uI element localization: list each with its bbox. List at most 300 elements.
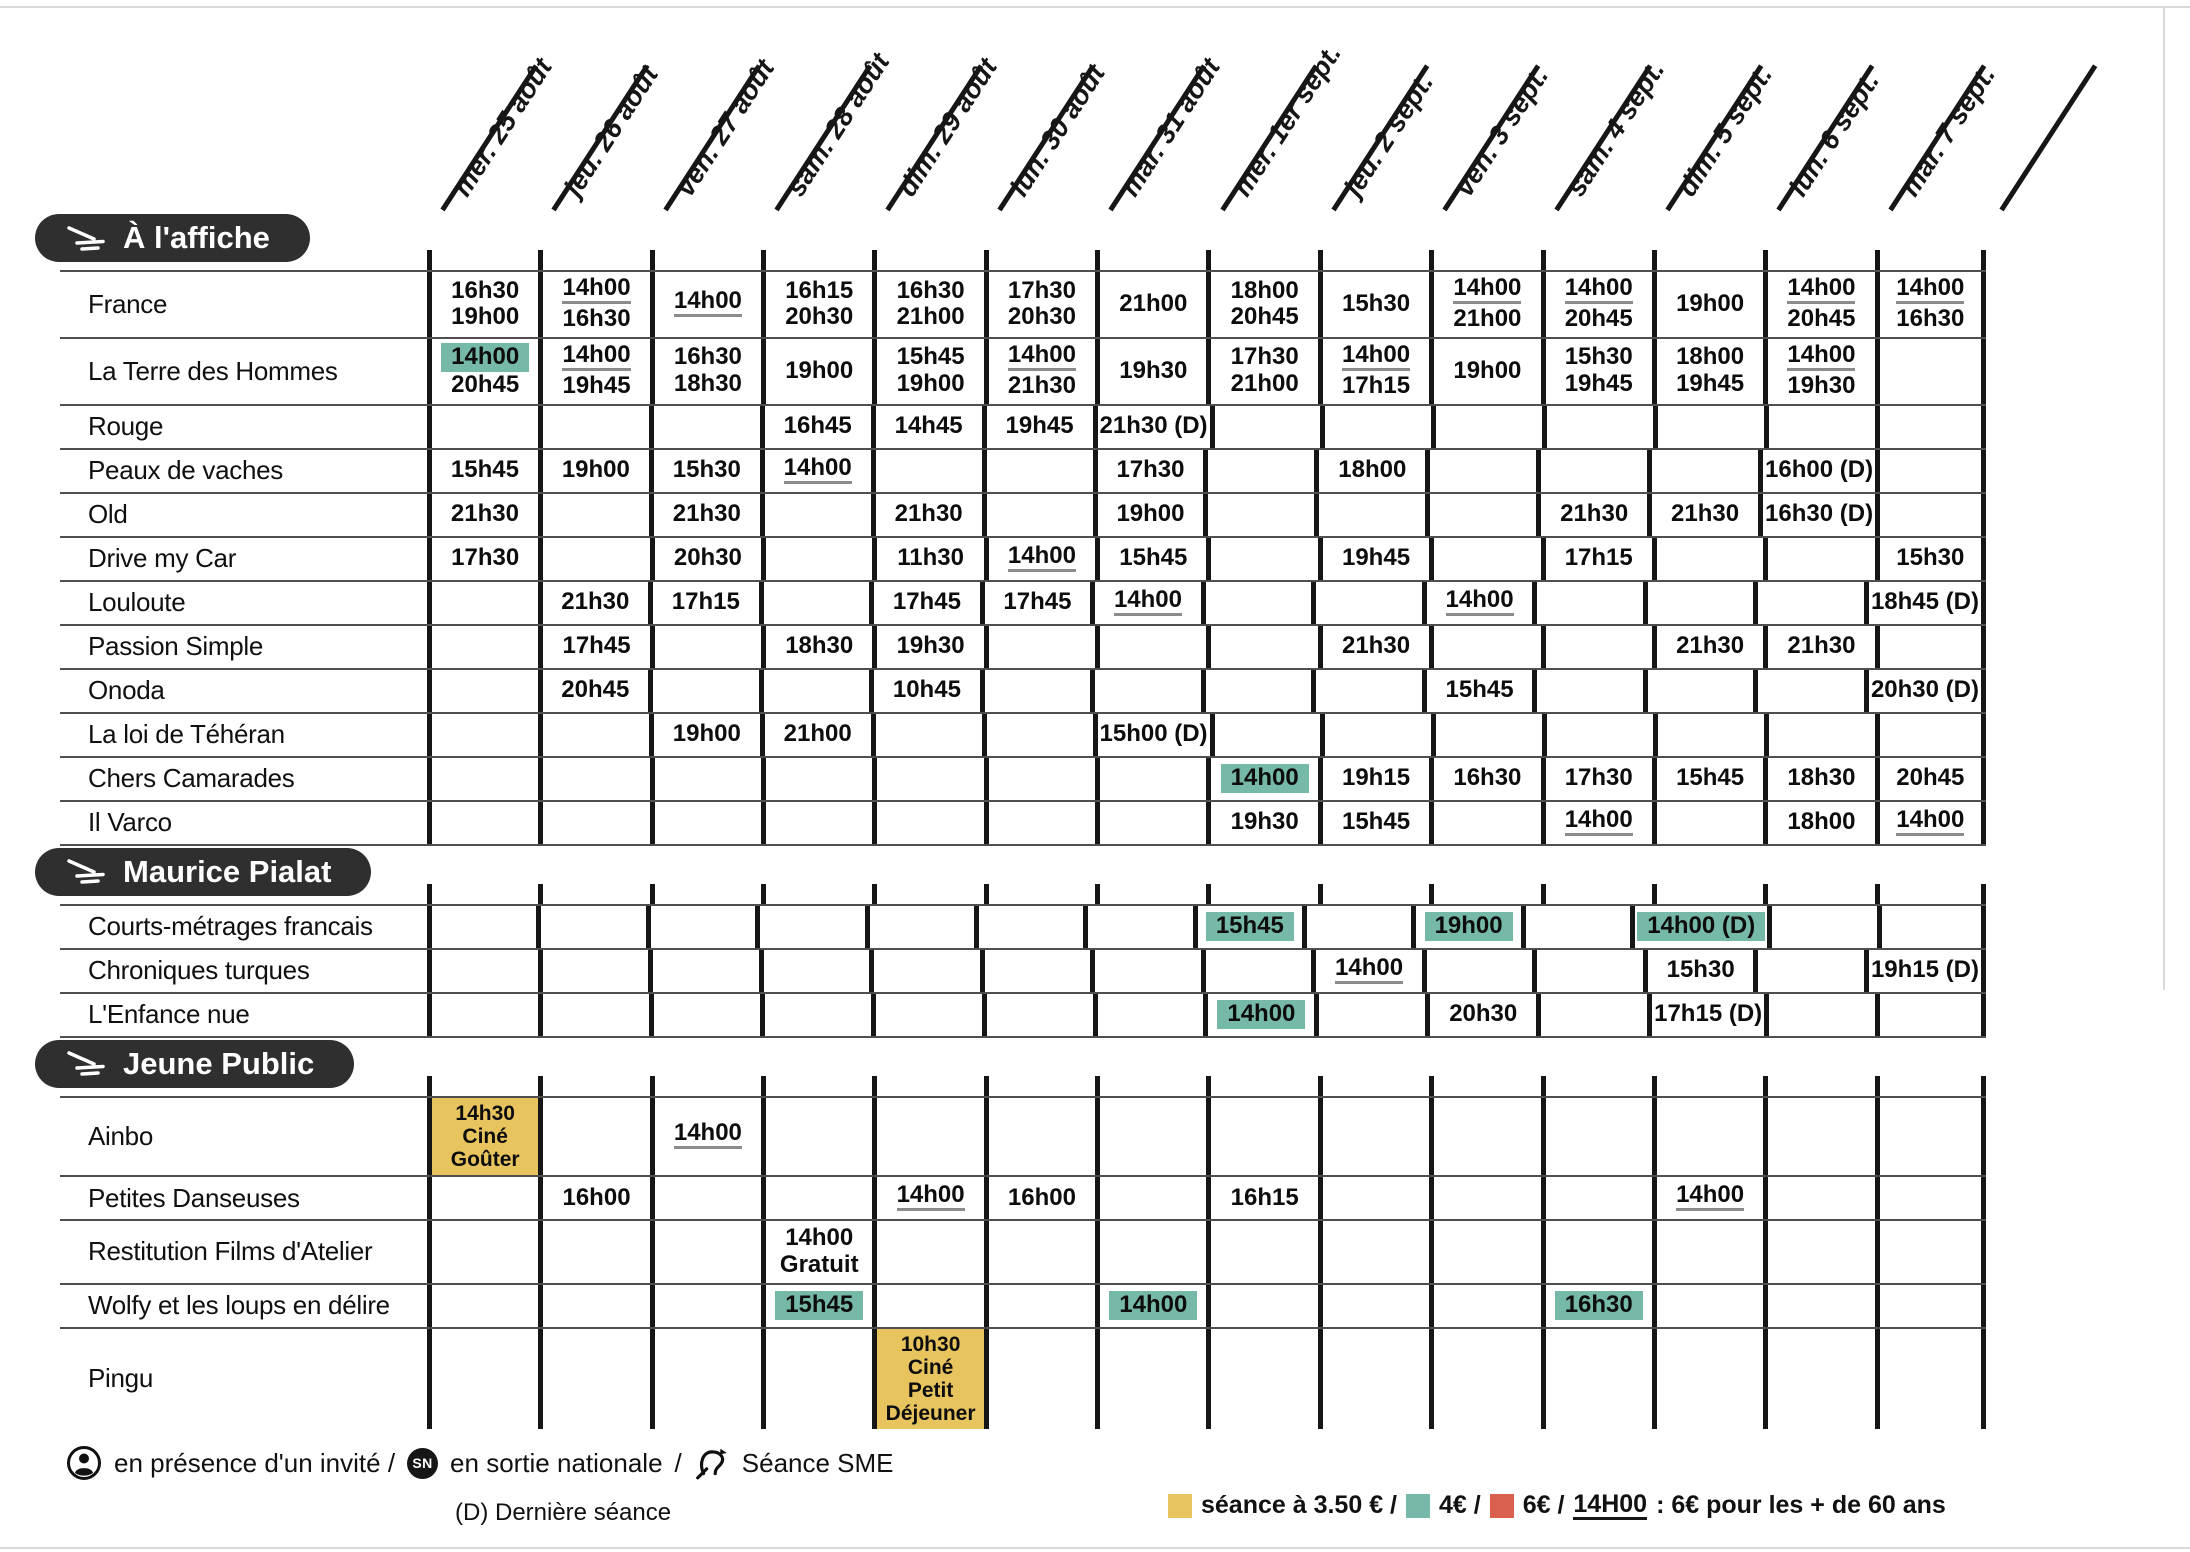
date-label: lun. 6 sept. <box>1783 66 1886 202</box>
schedule-cell <box>984 1177 1095 1219</box>
schedule-cell <box>427 450 538 492</box>
showtime: 14h00 <box>1453 276 1521 304</box>
showtime: 20h45 <box>561 676 630 704</box>
showtime: 14h00 <box>1787 276 1855 304</box>
column-line-stub <box>1206 250 1317 270</box>
schedule-cell <box>646 906 755 948</box>
showtime: 14h00 <box>1008 343 1076 371</box>
red-price-swatch <box>1490 1494 1514 1518</box>
schedule-cell <box>984 626 1095 668</box>
schedule-cell <box>1429 538 1540 580</box>
schedule-cell <box>761 626 872 668</box>
schedule-cell <box>1095 802 1206 844</box>
schedule-cell <box>1429 1221 1540 1283</box>
schedule-section <box>60 1038 1986 1429</box>
showtime: 16h30 <box>1896 305 1965 332</box>
schedule-cell <box>1753 670 1864 712</box>
schedule-cell <box>538 626 649 668</box>
showtime: 17h15 <box>1341 371 1411 399</box>
showtime: 14h00 (D) <box>1637 912 1765 941</box>
schedule-cell <box>1302 906 1411 948</box>
showtime: 14h00 <box>674 289 742 317</box>
schedule-cell <box>1411 906 1520 948</box>
schedule-cell <box>650 1098 761 1175</box>
showtime: 15h45 <box>450 456 519 484</box>
section-pill <box>35 848 371 896</box>
column-line-stub <box>761 884 872 904</box>
schedule-cell <box>538 758 649 800</box>
section-title: Maurice Pialat <box>123 853 332 889</box>
schedule-cell <box>1425 494 1536 536</box>
schedule-cell <box>1210 714 1321 756</box>
column-line-stub <box>1541 250 1652 270</box>
legend-separator: / <box>674 1447 682 1478</box>
film-title: Ainbo <box>88 1120 153 1151</box>
schedule-cell <box>1206 626 1317 668</box>
schedule-cell <box>869 950 980 992</box>
schedule-cell <box>1875 450 1986 492</box>
schedule-cell <box>427 582 538 624</box>
date-label: dim. 29 août <box>892 52 1004 202</box>
schedule-cell <box>1758 450 1875 492</box>
column-line-stub <box>1763 884 1874 904</box>
schedule-cell <box>1536 494 1647 536</box>
showtime: 19h30 <box>1787 371 1856 399</box>
showtime: 15h45 <box>1119 544 1188 572</box>
schedule-cell <box>759 950 870 992</box>
showtime: 16h45 <box>783 412 852 440</box>
schedule-cell <box>648 670 759 712</box>
schedule-cell <box>1095 1285 1206 1327</box>
showtime: 19h45 <box>1341 544 1411 572</box>
schedule-cell <box>1090 670 1201 712</box>
schedule-cell <box>984 272 1095 337</box>
showtime: 17h30 <box>1230 343 1299 371</box>
showtime: 17h45 <box>1003 588 1072 616</box>
schedule-cell <box>1206 1098 1317 1175</box>
price-legend <box>1168 1491 1946 1520</box>
column-line-stub <box>872 884 983 904</box>
showtime: 18h30 <box>673 370 742 398</box>
schedule-cell <box>427 1285 538 1327</box>
schedule-cell <box>872 758 983 800</box>
schedule-cell <box>1318 272 1429 337</box>
showtime: Petit <box>907 1378 954 1402</box>
schedule-cell <box>1643 582 1754 624</box>
column-line-stub <box>1763 1076 1874 1096</box>
schedule-cell <box>1318 758 1429 800</box>
schedule-cell <box>427 626 538 668</box>
showtime: 18h30 <box>785 632 854 660</box>
schedule-cell <box>1541 1098 1652 1175</box>
film-title: Drive my Car <box>88 543 237 574</box>
showtime: 21h30 <box>1787 632 1856 660</box>
schedule-cell <box>1875 272 1986 337</box>
column-line-stub <box>1541 1076 1652 1096</box>
showtime: 16h15 <box>1230 1183 1299 1211</box>
schedule-cell <box>1541 802 1652 844</box>
schedule-cell <box>649 494 760 536</box>
showtime: 19h00 <box>896 370 965 398</box>
column-line-stub <box>1541 884 1652 904</box>
schedule-cell <box>1653 406 1764 448</box>
schedule-cell <box>1095 626 1206 668</box>
schedule-cell <box>650 1221 761 1283</box>
column-line-stub <box>1206 1076 1317 1096</box>
showtime: 21h30 <box>672 500 741 528</box>
schedule-cell <box>538 994 649 1036</box>
showtime: 21h00 <box>896 303 965 331</box>
schedule-cell <box>1206 339 1317 404</box>
column-line-stub <box>1318 884 1429 904</box>
showtime: 20h45 <box>1230 303 1299 331</box>
schedule-cell <box>538 406 649 448</box>
date-label: jeu. 26 août <box>558 60 665 202</box>
film-title: La Terre des Hommes <box>88 355 338 386</box>
date-label: mer. 25 août <box>447 52 558 202</box>
schedule-cell <box>871 406 982 448</box>
schedule-cell <box>980 950 1091 992</box>
schedule-cell <box>1875 1221 1986 1283</box>
schedule-cell <box>760 714 871 756</box>
schedule-cell <box>1630 906 1767 948</box>
schedule-cell <box>1095 758 1206 800</box>
schedule-cell <box>1206 1285 1317 1327</box>
showtime: 14h00 <box>1342 343 1410 371</box>
showtime: 15h30 <box>1341 290 1411 317</box>
schedule-cell <box>1875 994 1986 1036</box>
showtime: 21h30 <box>561 588 630 616</box>
schedule-cell <box>1652 626 1763 668</box>
column-line-stub <box>427 884 538 904</box>
schedule-cell <box>1095 538 1206 580</box>
film-title: Rouge <box>88 411 164 442</box>
showtime: 15h00 (D) <box>1099 720 1208 748</box>
schedule-cell <box>1320 406 1431 448</box>
showtime: 11h30 <box>897 544 964 572</box>
schedule-cell <box>1652 758 1763 800</box>
schedule-cell <box>980 670 1091 712</box>
schedule-cell <box>1201 582 1312 624</box>
column-line-stub <box>761 250 872 270</box>
date-slash <box>1999 64 2097 211</box>
schedule-cell <box>649 406 760 448</box>
schedule-cell <box>650 626 761 668</box>
schedule-cell <box>1429 1177 1540 1219</box>
showtime: 21h30 <box>1676 632 1745 660</box>
schedule-cell <box>650 1285 761 1327</box>
showtime: 21h30 (D) <box>1099 412 1208 440</box>
schedule-cell <box>1095 1221 1206 1283</box>
schedule-cell <box>1875 494 1986 536</box>
column-line-stub <box>650 884 761 904</box>
schedule-cell <box>649 714 760 756</box>
schedule-cell <box>761 538 872 580</box>
schedule-cell <box>984 758 1095 800</box>
showtime: 15h45 <box>775 1291 863 1320</box>
film-title: Old <box>88 499 128 530</box>
showtime: 19h45 <box>1005 412 1074 440</box>
section-title: Jeune Public <box>123 1045 315 1081</box>
schedule-cell <box>1311 582 1422 624</box>
schedule-cell <box>761 272 872 337</box>
showtime: 20h45 <box>1787 305 1856 332</box>
schedule-cell <box>1763 626 1874 668</box>
schedule-cell <box>1763 339 1874 404</box>
schedule-cell <box>1311 670 1422 712</box>
schedule-cell <box>1532 582 1643 624</box>
schedule-cell <box>1093 494 1204 536</box>
schedule-cell <box>1314 994 1425 1036</box>
schedule-cell <box>1095 272 1206 337</box>
showtime: 21h30 <box>1341 632 1411 660</box>
schedule-cell <box>538 538 649 580</box>
showtime: 15h30 <box>1564 343 1633 371</box>
schedule-cell <box>761 339 872 404</box>
teal-price-swatch <box>1406 1494 1430 1518</box>
column-line-stub <box>984 250 1095 270</box>
schedule-cell <box>761 1177 872 1219</box>
schedule-cell <box>1542 714 1653 756</box>
schedule-cell <box>1875 714 1986 756</box>
showtime: 14h00 <box>562 276 630 304</box>
section-pill-icon <box>65 858 107 885</box>
schedule-cell <box>1318 802 1429 844</box>
showtime: 17h15 <box>1564 544 1633 572</box>
schedule-cell <box>1083 906 1192 948</box>
schedule-cell <box>1521 906 1630 948</box>
date-label: lun. 30 août <box>1003 59 1111 202</box>
showtime: 19h15 (D) <box>1870 956 1979 984</box>
film-row <box>60 450 1986 494</box>
showtime: 16h00 <box>1007 1183 1076 1211</box>
showtime: 15h30 <box>1896 544 1965 572</box>
schedule-cell <box>650 1329 761 1429</box>
date-label: dim. 5 sept. <box>1671 60 1778 202</box>
schedule-cell <box>538 450 649 492</box>
film-title: Onoda <box>88 675 165 706</box>
showtime: 15h45 <box>1445 676 1514 704</box>
sn-badge-icon: SN <box>407 1448 438 1479</box>
schedule-cell <box>760 494 871 536</box>
showtime: 14h00 <box>1565 276 1633 304</box>
film-row <box>60 994 1986 1038</box>
showtime: 19h45 <box>1676 370 1745 398</box>
schedule-cell <box>1875 626 1986 668</box>
schedule-cell <box>984 1329 1095 1429</box>
film-row <box>60 1285 1986 1329</box>
senior-time-label: 14H00 <box>1573 1489 1648 1518</box>
showtime: 17h30 <box>451 544 520 572</box>
showtime: 14h00 <box>1896 808 1964 836</box>
film-row <box>60 1329 1986 1429</box>
schedule-cell <box>1532 950 1643 992</box>
schedule-cell <box>538 1329 649 1429</box>
schedule-cell <box>538 714 649 756</box>
film-title: Wolfy et les loups en délire <box>88 1290 390 1321</box>
schedule-cell <box>649 994 760 1036</box>
schedule-cell <box>1764 406 1875 448</box>
schedule-cell <box>759 582 870 624</box>
date-header <box>60 0 2001 212</box>
column-line-stub <box>1318 1076 1429 1096</box>
date-label: ven. 3 sept. <box>1449 61 1555 202</box>
film-title: Passion Simple <box>88 631 263 662</box>
derniere-seance-note: (D) Dernière séance <box>455 1499 672 1527</box>
film-row <box>60 1221 1986 1285</box>
showtime: 19h00 <box>561 456 630 484</box>
showtime: 14h00 <box>1114 588 1182 616</box>
showtime: Ciné <box>907 1355 954 1379</box>
showtime: 16h30 (D) <box>1765 500 1874 528</box>
schedule-cell <box>982 450 1093 492</box>
showtime: 17h45 <box>562 632 631 660</box>
column-line-stub <box>1095 884 1206 904</box>
schedule-cell <box>427 1221 538 1283</box>
schedule-cell <box>1318 1285 1429 1327</box>
schedule-cell <box>1318 538 1429 580</box>
sme-legend-label: Séance SME <box>741 1447 894 1478</box>
schedule-cell <box>1093 406 1210 448</box>
senior-price-label: : 6€ pour les + de 60 ans <box>1656 1491 1946 1520</box>
showtime: 17h15 (D) <box>1654 1000 1763 1028</box>
schedule-cell <box>1090 950 1201 992</box>
showtime: 18h00 <box>1230 276 1299 304</box>
schedule-cell <box>1320 714 1431 756</box>
schedule-cell <box>1422 950 1533 992</box>
schedule-cell <box>982 494 1093 536</box>
showtime: 16h30 <box>1555 1291 1643 1320</box>
showtime: 19h30 <box>1119 356 1188 384</box>
schedule-cell <box>427 802 538 844</box>
schedule-cell <box>1318 339 1429 404</box>
showtime: 21h00 <box>1119 290 1188 317</box>
showtime: 14h00 <box>1565 808 1633 836</box>
showtime: 21h00 <box>1453 305 1522 332</box>
schedule-cell <box>1652 1221 1763 1283</box>
schedule-cell <box>1206 1329 1317 1429</box>
film-title: Restitution Films d'Atelier <box>88 1236 373 1267</box>
column-line-stub <box>1318 250 1429 270</box>
showtime: 14h00 <box>1217 1000 1305 1029</box>
column-line-stub <box>538 250 649 270</box>
column-line-stub <box>1095 1076 1206 1096</box>
film-title: France <box>88 288 168 319</box>
schedule-cell <box>1210 406 1321 448</box>
showtime: 18h45 (D) <box>1870 588 1979 616</box>
guest-legend-label: en présence d'un invité / <box>114 1447 396 1478</box>
schedule-cell <box>538 272 649 337</box>
schedule-cell <box>427 758 538 800</box>
schedule-cell <box>1763 538 1874 580</box>
schedule-cell <box>538 670 649 712</box>
showtime: 16h30 <box>451 276 520 304</box>
schedule-cell <box>1429 626 1540 668</box>
schedule-cell <box>1203 450 1314 492</box>
schedule-cell <box>1875 339 1986 404</box>
column-line-stub <box>761 1076 872 1096</box>
schedule-cell <box>761 1221 872 1283</box>
film-row <box>60 1098 1986 1177</box>
schedule-cell <box>872 538 983 580</box>
column-line-stub <box>538 1076 649 1096</box>
schedule-cell <box>1875 1177 1986 1219</box>
showtime: 15h45 <box>896 343 965 371</box>
yellow-price-swatch <box>1168 1494 1192 1518</box>
schedule-cell <box>1652 1285 1763 1327</box>
schedule-cell <box>982 714 1093 756</box>
schedule-cell <box>1767 906 1876 948</box>
schedule-cell <box>984 1098 1095 1175</box>
schedule-cell <box>1090 582 1201 624</box>
schedule-cell <box>538 802 649 844</box>
schedule-cell <box>1532 670 1643 712</box>
column-line-stub <box>984 1076 1095 1096</box>
showtime: 21h00 <box>783 720 852 748</box>
schedule-cell <box>872 1221 983 1283</box>
showtime: 20h30 <box>785 303 854 331</box>
schedule-cell <box>872 339 983 404</box>
showtime: Ciné <box>462 1124 508 1148</box>
showtime: 14h45 <box>894 412 963 440</box>
showtime: 19h00 <box>672 720 741 748</box>
showtime: 14h00 <box>1109 1291 1197 1320</box>
film-title: Petites Danseuses <box>88 1182 300 1213</box>
showtime: 20h45 <box>1896 764 1965 792</box>
schedule-cell <box>427 538 538 580</box>
schedule-cell <box>538 950 649 992</box>
schedule-cell <box>1318 626 1429 668</box>
film-row <box>60 906 1986 950</box>
schedule-cell <box>1541 538 1652 580</box>
schedule-cell <box>1206 802 1317 844</box>
showtime: 19h00 <box>1425 912 1513 941</box>
schedule-cell <box>1758 494 1875 536</box>
schedule-cell <box>1429 1329 1540 1429</box>
film-title: Pingu <box>88 1363 153 1394</box>
showtime: 14h00 <box>674 1121 742 1149</box>
schedule-cell <box>982 406 1093 448</box>
date-label: jeu. 2 sept. <box>1337 68 1440 202</box>
schedule-cell <box>1875 538 1986 580</box>
column-line-stub <box>1429 884 1540 904</box>
column-line-stub <box>1652 884 1763 904</box>
section-title: À l'affiche <box>123 220 270 255</box>
schedule-cell <box>1875 406 1986 448</box>
film-row <box>60 714 1986 758</box>
schedule-cell <box>1429 339 1540 404</box>
showtime: 21h30 <box>894 500 963 528</box>
schedule-cell <box>1318 1177 1429 1219</box>
schedule-cell <box>1541 1177 1652 1219</box>
date-label: mar. 7 sept. <box>1894 60 2001 202</box>
schedule-cell <box>1541 1329 1652 1429</box>
schedule-cell <box>1203 494 1314 536</box>
column-line-stub <box>1875 250 1986 270</box>
schedule-cell <box>1864 950 1986 992</box>
film-row <box>60 1177 1986 1221</box>
schedule-cell <box>760 406 871 448</box>
schedule-cell <box>1422 670 1533 712</box>
showtime: 20h30 (D) <box>1870 676 1979 704</box>
schedule-cell <box>869 670 980 712</box>
schedule-cell <box>1652 272 1763 337</box>
showtime: 17h45 <box>892 588 961 616</box>
page-edge-line-right <box>2163 8 2165 990</box>
schedule-cell <box>649 450 760 492</box>
date-label: sam. 28 août <box>781 47 896 202</box>
schedule-cell <box>1206 1177 1317 1219</box>
